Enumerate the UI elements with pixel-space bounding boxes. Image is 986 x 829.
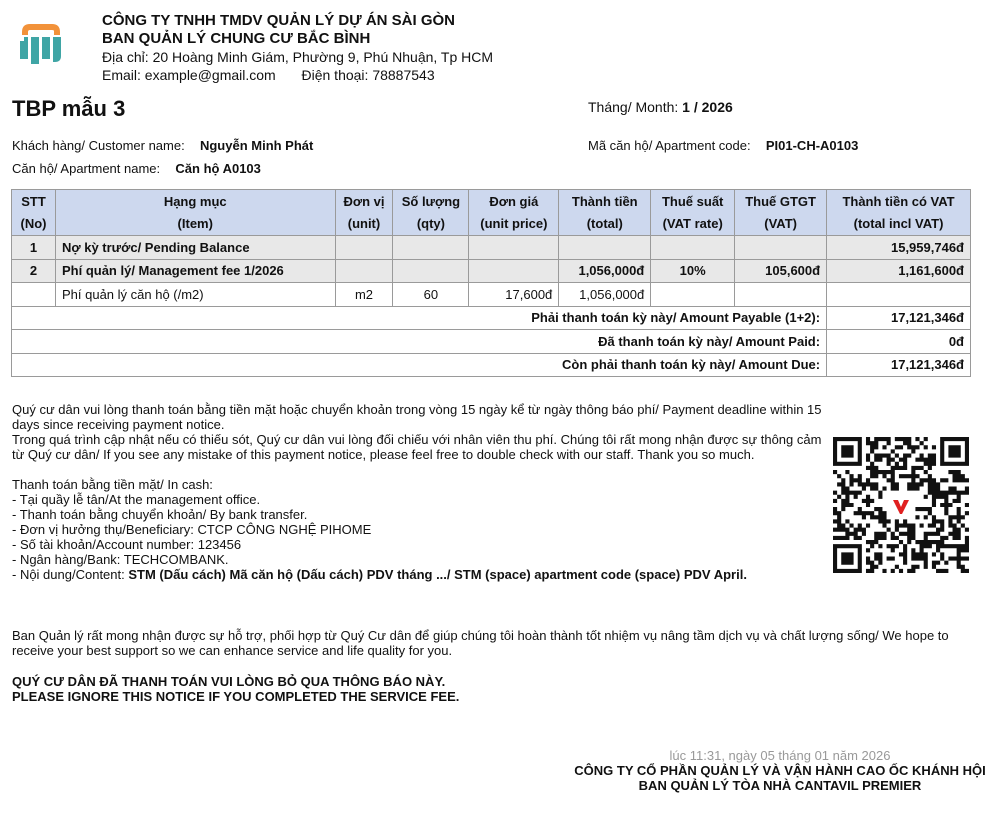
row-qty: 60 xyxy=(393,283,469,307)
company-logo-icon xyxy=(16,18,66,66)
summary-row-paid xyxy=(12,330,971,354)
row-total-incl: 1,161,600đ xyxy=(827,259,971,283)
header-price: Đơn giá (unit price) xyxy=(469,190,559,236)
row-item: Nợ kỳ trước/ Pending Balance xyxy=(55,236,335,260)
apartment-code-label: Mã căn hộ/ Apartment code: xyxy=(588,138,751,153)
issue-timestamp: lúc 11:31, ngày 05 tháng 01 năm 2026 xyxy=(669,748,891,763)
summary-label: Phải thanh toán kỳ này/ Amount Payable (1+2): xyxy=(12,306,827,330)
row-vat xyxy=(735,236,827,260)
summary-value: 0đ xyxy=(827,330,971,354)
row-vat-rate: 10% xyxy=(651,259,735,283)
fee-table xyxy=(11,189,971,377)
row-no xyxy=(12,283,56,307)
account-number: - Số tài khoản/Account number: 123456 xyxy=(12,537,242,552)
row-vat-rate xyxy=(651,283,735,307)
beneficiary: - Đơn vị hưởng thụ/Beneficiary: CTCP CÔNG NGHỆ PIHOME xyxy=(12,522,372,537)
row-unit xyxy=(335,259,393,283)
mistake-note: Trong quá trình cập nhật nếu có thiếu sót, Quý cư dân vui lòng đối chiếu với nhân viên thu phí. Chúng tôi rất mong nhận được sự thông cảm từ Quý cư dân/ If you see any mistake of this payment notice, please feel free to double check with our staff. Thank you so much. xyxy=(12,432,822,462)
row-no: 1 xyxy=(12,236,56,260)
cash-title: Thanh toán bằng tiền mặt/ In cash: xyxy=(12,477,213,492)
table-row xyxy=(12,283,971,307)
deadline-note: Quý cư dân vui lòng thanh toán bằng tiền mặt hoặc chuyển khoản trong vòng 15 ngày kể từ ngày thông báo phí/ Payment deadline within 15 days since receiving payment notice. xyxy=(12,402,822,432)
warning-en: PLEASE IGNORE THIS NOTICE IF YOU COMPLETED THE SERVICE FEE. xyxy=(12,689,460,704)
table-header-row xyxy=(12,190,971,236)
cash-item-office: - Tại quầy lễ tân/At the management office. xyxy=(12,492,261,507)
company-name: CÔNG TY TNHH TMDV QUẢN LÝ DỰ ÁN SÀI GÒN xyxy=(102,12,456,29)
row-vat-rate xyxy=(651,236,735,260)
bank-name: - Ngân hàng/Bank: TECHCOMBANK. xyxy=(12,552,229,567)
company-contact xyxy=(102,66,493,84)
header-vat: Thuế GTGT (VAT) xyxy=(735,190,827,236)
header-unit: Đơn vị (unit) xyxy=(335,190,393,236)
month-label: Tháng/ Month: xyxy=(588,99,679,115)
header-total: Thành tiền (total) xyxy=(559,190,651,236)
transfer-content xyxy=(12,567,822,582)
apartment-name-info xyxy=(12,161,261,176)
summary-row-due xyxy=(12,353,971,377)
email-value: example@gmail.com xyxy=(144,67,276,83)
summary-label: Còn phải thanh toán kỳ này/ Amount Due: xyxy=(12,353,827,377)
content-value: STM (Dấu cách) Mã căn hộ (Dấu cách) PDV tháng .../ STM (space) apartment code (space) PDV April. xyxy=(128,567,747,582)
row-price xyxy=(469,259,559,283)
payment-qr-icon xyxy=(833,437,969,575)
phone-value: 78887543 xyxy=(372,67,435,83)
row-unit xyxy=(335,236,393,260)
row-price: 17,600đ xyxy=(469,283,559,307)
row-vat: 105,600đ xyxy=(735,259,827,283)
cash-item-transfer: - Thanh toán bằng chuyển khoản/ By bank transfer. xyxy=(12,507,308,522)
header-vat-rate: Thuế suất (VAT rate) xyxy=(651,190,735,236)
apartment-name-label: Căn hộ/ Apartment name: xyxy=(12,161,161,176)
company-address: Địa chỉ: 20 Hoàng Minh Giám, Phường 9, Phú Nhuận, Tp HCM xyxy=(102,49,494,65)
payment-notes xyxy=(12,402,822,582)
warning-vi: QUÝ CƯ DÂN ĐÃ THANH TOÁN VUI LÒNG BỎ QUA THÔNG BÁO NÀY. xyxy=(12,674,446,689)
row-qty xyxy=(393,236,469,260)
content-label: - Nội dung/Content: xyxy=(12,567,125,582)
billing-month xyxy=(588,99,733,115)
row-qty xyxy=(393,259,469,283)
header-qty: Số lượng (qty) xyxy=(393,190,469,236)
header-total-incl: Thành tiền có VAT (total incl VAT) xyxy=(827,190,971,236)
row-price xyxy=(469,236,559,260)
summary-value: 17,121,346đ xyxy=(827,306,971,330)
row-item: Phí quản lý/ Management fee 1/2026 xyxy=(55,259,335,283)
row-item: Phí quản lý căn hộ (/m2) xyxy=(55,283,335,307)
signature-block xyxy=(560,748,986,793)
table-row xyxy=(12,259,971,283)
row-total-incl: 15,959,746đ xyxy=(827,236,971,260)
signature-company: CÔNG TY CỔ PHẦN QUẢN LÝ VÀ VẬN HÀNH CAO ỐC KHÁNH HỘI xyxy=(574,763,986,778)
signature-board: BAN QUẢN LÝ TÒA NHÀ CANTAVIL PREMIER xyxy=(638,778,922,793)
row-total: 1,056,000đ xyxy=(559,259,651,283)
apartment-code-info xyxy=(588,138,858,153)
email-label: Email: xyxy=(102,67,141,83)
summary-value: 17,121,346đ xyxy=(827,353,971,377)
company-header xyxy=(102,12,493,84)
support-note: Ban Quản lý rất mong nhận được sự hỗ trợ, phối hợp từ Quý Cư dân để giúp chúng tôi hoàn thành tốt nhiệm vụ nâng tầm dịch vụ và chất lượng sống/ We hope to receive your best support so we can enhance service and life quality for you. xyxy=(12,628,949,658)
row-total xyxy=(559,236,651,260)
row-vat xyxy=(735,283,827,307)
table-row xyxy=(12,236,971,260)
apartment-name-value: Căn hộ A0103 xyxy=(175,161,261,176)
ignore-warning xyxy=(12,674,459,704)
header-item: Hạng mục (Item) xyxy=(55,190,335,236)
month-value: 1 / 2026 xyxy=(682,99,733,115)
row-total-incl xyxy=(827,283,971,307)
qr-center-badge xyxy=(889,494,913,518)
row-total: 1,056,000đ xyxy=(559,283,651,307)
header-no: STT (No) xyxy=(12,190,56,236)
customer-name: Nguyễn Minh Phát xyxy=(199,138,314,153)
company-board: BAN QUẢN LÝ CHUNG CƯ BẮC BÌNH xyxy=(102,30,371,47)
row-no: 2 xyxy=(12,259,56,283)
row-unit: m2 xyxy=(335,283,393,307)
apartment-code-value: PI01-CH-A0103 xyxy=(765,138,859,153)
page-title: TBP mẫu 3 xyxy=(12,96,126,121)
phone-label: Điện thoại: xyxy=(301,67,369,83)
summary-label: Đã thanh toán kỳ này/ Amount Paid: xyxy=(12,330,827,354)
customer-label: Khách hàng/ Customer name: xyxy=(12,138,185,153)
customer-info xyxy=(12,138,313,153)
summary-row-payable xyxy=(12,306,971,330)
